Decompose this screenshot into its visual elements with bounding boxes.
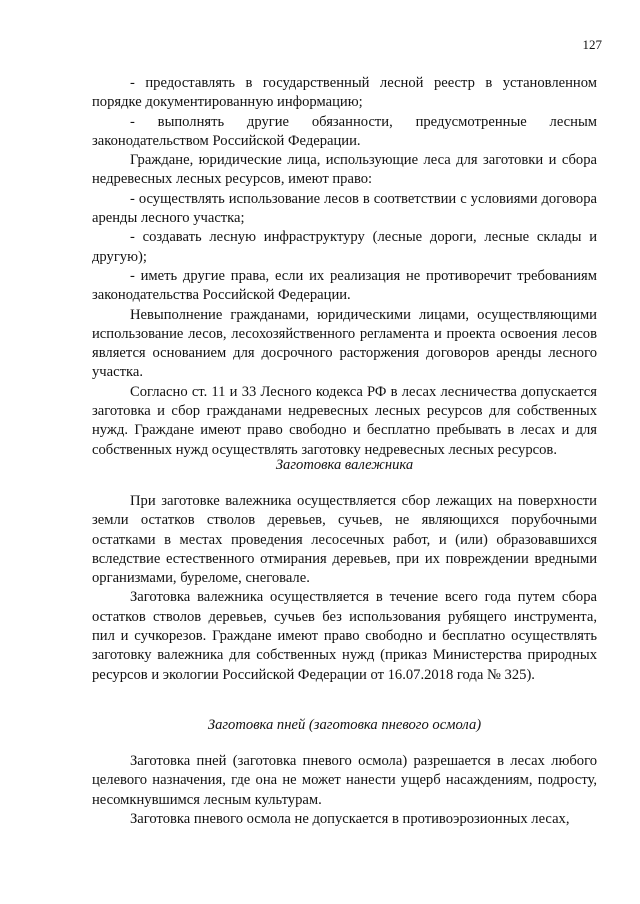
paragraph: - создавать лесную инфраструктуру (лесные дороги, лесные склады и другую); [92, 229, 597, 265]
rights-obligations-section [92, 74, 597, 460]
paragraph: - осуществлять использование лесов в соответствии с условиями договора аренды лесного участка; [92, 190, 597, 227]
paragraph: Заготовка валежника осуществляется в течение всего года путем сбора остатков стволов деревьев, сучьев без использования рубящего инструмента, пил и сучкорезов. Граждане имеют право свободно и бесплатно осуществлять заготовку валежника для собственных нужд (приказ Министерства природных ресурсов и экологии Российской Федерации от 16.07.2018 года № 325). [92, 589, 597, 683]
paragraph: - выполнять другие обязанности, предусмотренные лесным законодательством Российской Федерации. [92, 113, 597, 149]
paragraph: Невыполнение гражданами, юридическими лицами, осуществляющими использование лесов, лесохозяйственного регламента и проекта освоения лесов является основанием для досрочного расторжения договоров аренды лесного участка. [92, 306, 597, 381]
paragraph: - иметь другие права, если их реализация не противоречит требованиям законодательства Российской Федерации. [92, 267, 597, 304]
stumps-section [92, 752, 597, 829]
paragraph: Согласно ст. 11 и 33 Лесного кодекса РФ в лесах лесничества допускается заготовка и сбор гражданами недревесных лесных ресурсов для собственных нужд. Граждане имеют право свободно и бесплатно пребывать в лесах и для собственных нужд осуществлять заготовку недревесных лесных ресурсов. [92, 383, 597, 458]
paragraph: При заготовке валежника осуществляется сбор лежащих на поверхности земли остатков стволов деревьев, сучьев, не являющихся порубочными остатками в местах проведения лесосечных работ, и (или) образовавшихся вследствие естественного отмирания деревьев, при их повреждении вредными организмами, буреломе, снеговале. [92, 493, 597, 587]
deadwood-section [92, 492, 597, 685]
paragraph: - предоставлять в государственный лесной реестр в установленном порядке документированную информацию; [92, 75, 597, 111]
paragraph: Заготовка пней (заготовка пневого осмола) разрешается в лесах любого целевого назначения, где она не может нанести ущерб насаждениям, подросту, несомкнувшимся лесным культурам. [92, 753, 597, 808]
page-number: 127 [582, 37, 602, 52]
paragraph: Заготовка пневого осмола не допускается в противоэрозионных лесах, [130, 810, 570, 827]
paragraph: Граждане, юридические лица, использующие леса для заготовки и сбора недревесных лесных ресурсов, имеют право: [92, 152, 597, 188]
section-heading-stumps: Заготовка пней (заготовка пневого осмола) [207, 717, 482, 733]
section-heading-deadwood: Заготовка валежника [275, 457, 414, 473]
